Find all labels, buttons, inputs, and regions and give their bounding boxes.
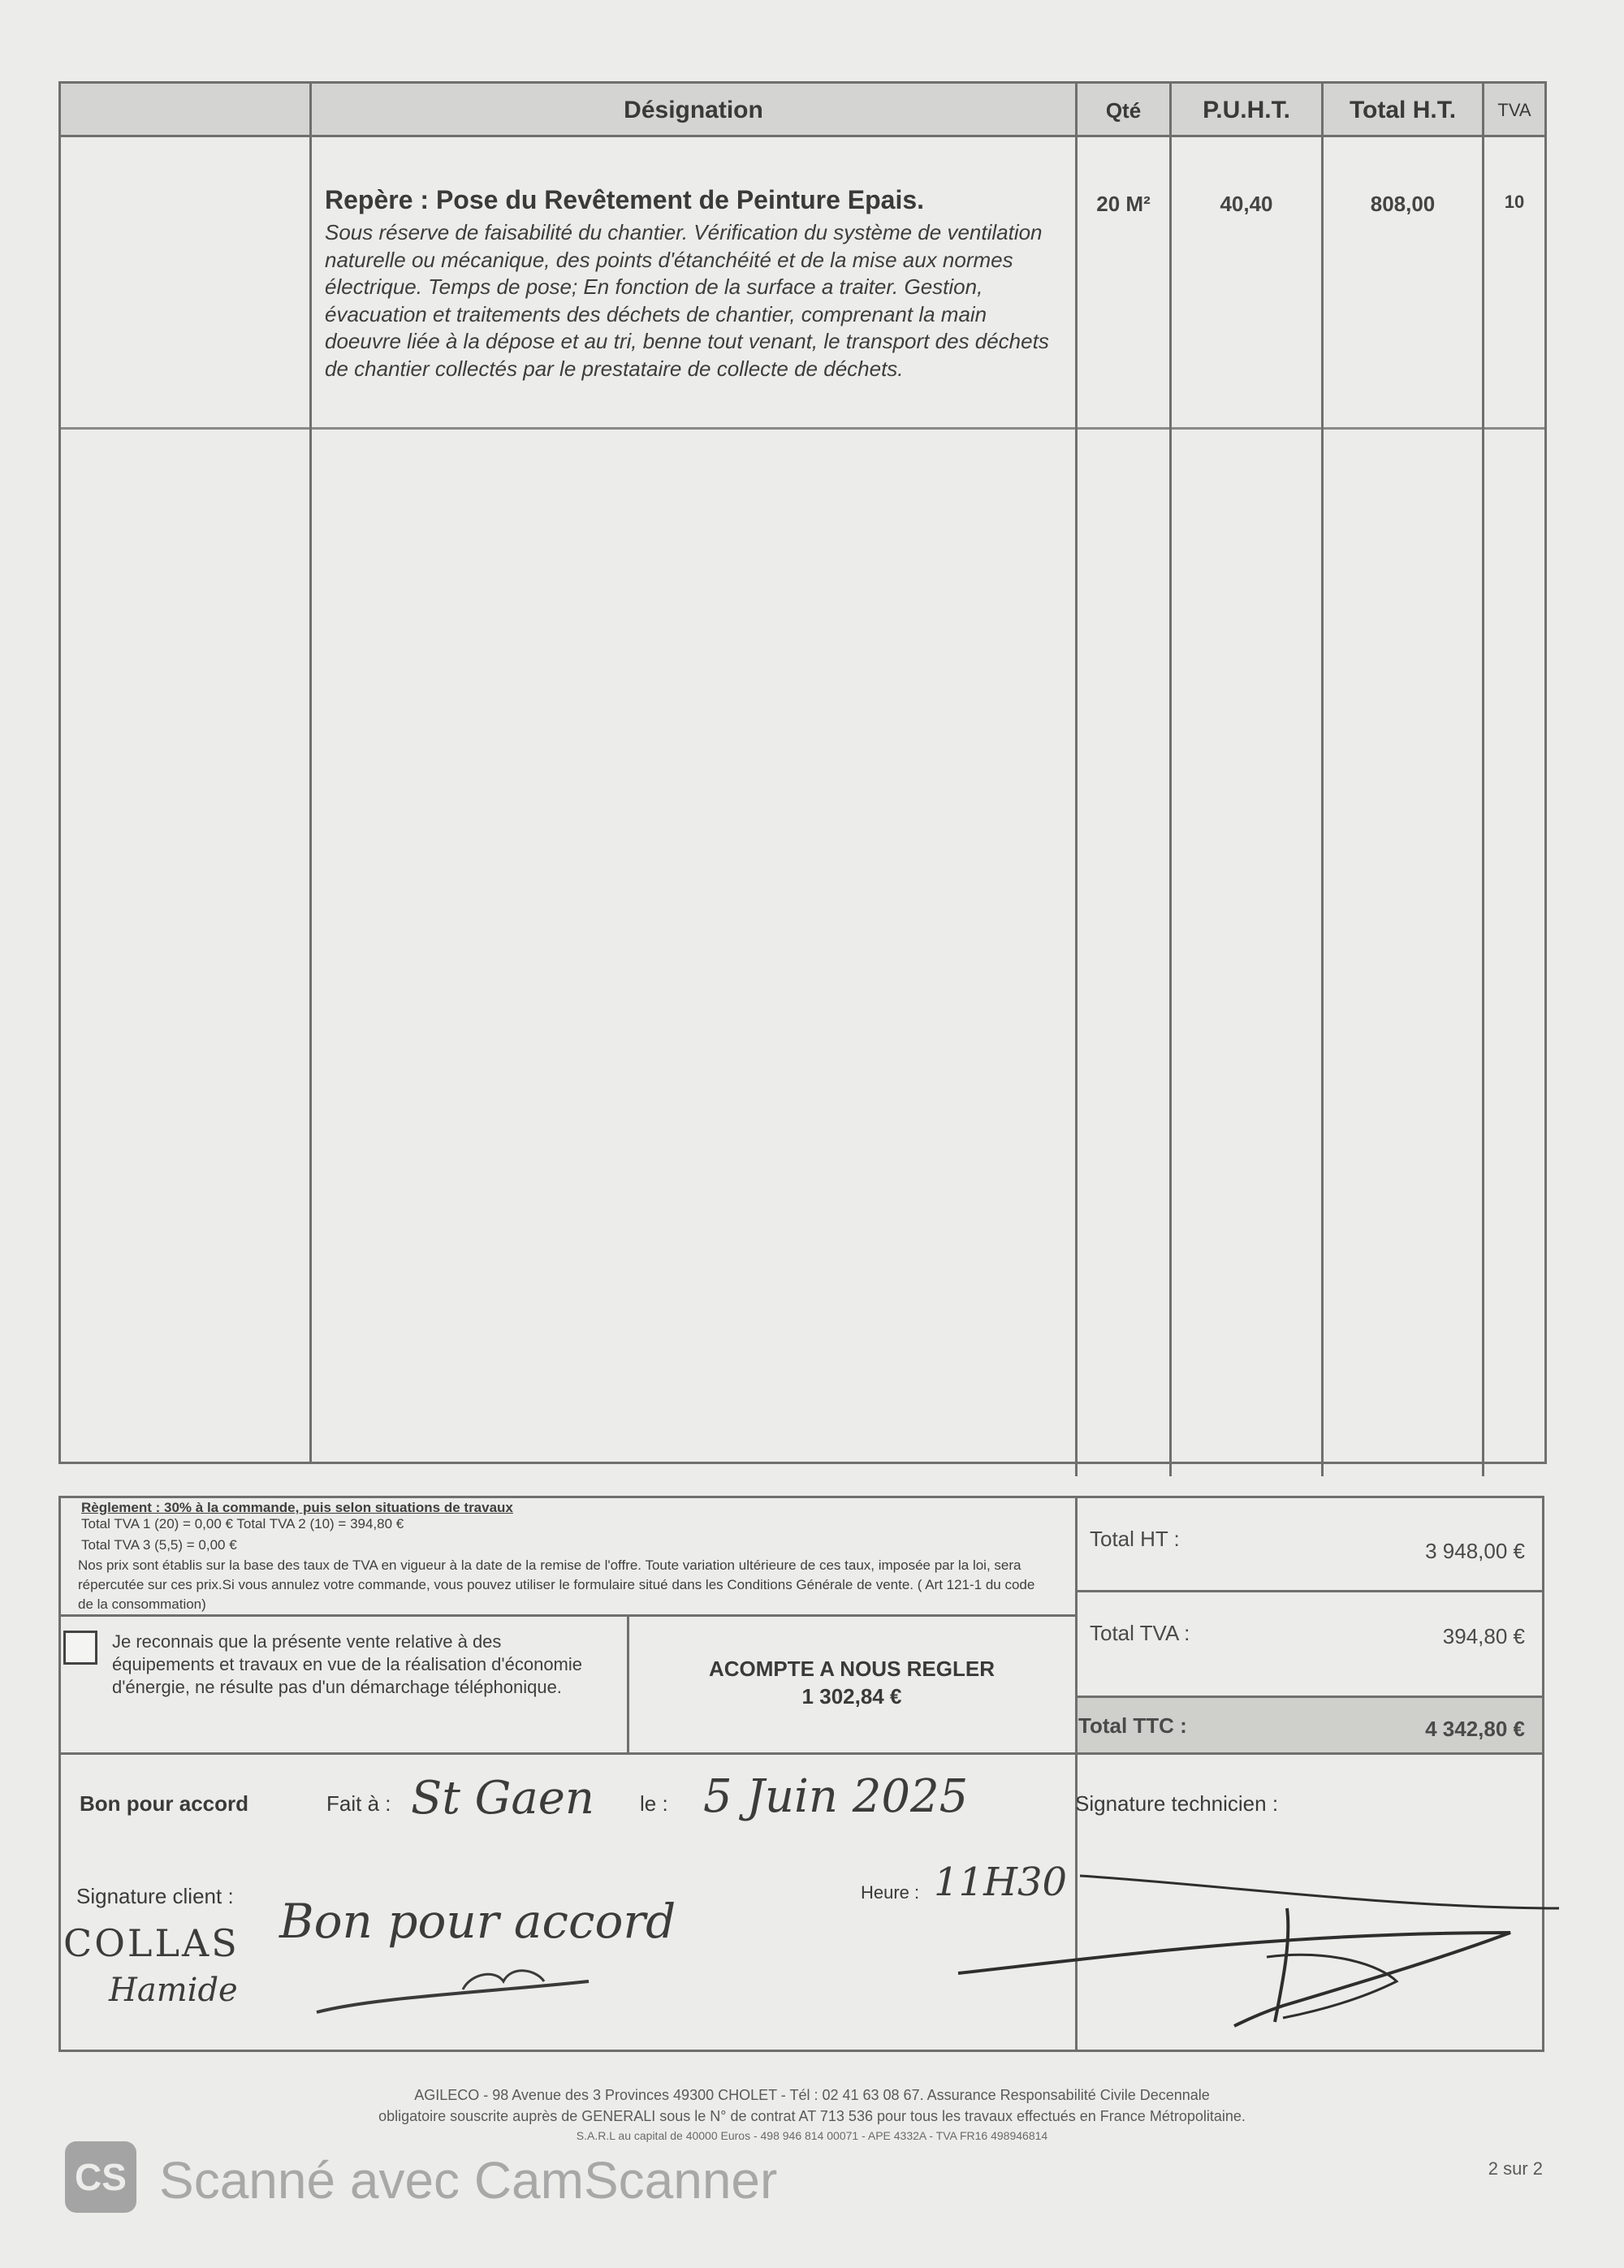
header-qty: Qté <box>1105 97 1142 123</box>
total-tva-label: Total TVA : <box>1090 1621 1190 1645</box>
client-signature-label: Signature client : <box>76 1884 234 1908</box>
date-value: 5 Juin 2025 <box>703 1770 969 1823</box>
item-total-ht: 808,00 <box>1370 192 1436 216</box>
client-name-line2: Hamide <box>109 1972 238 2009</box>
item-description: Sous réserve de faisabilité du chantier. Vérification du système de ventilation naturelle ou mécanique, des points d'étanchéité et de la mise aux normes électrique. Temps de pose; En fonction de la surface a traiter. Gestion, évacuation et traitements des déchets de chantier, comprenant la main doeuvre liée à la dépose et au tri, benne tout venant, le transport des déchets de chantier collectés par le prestataire de collecte de déchets. <box>325 220 1049 381</box>
item-puht: 40,40 <box>1220 192 1273 216</box>
item-tva: 10 <box>1504 192 1525 212</box>
client-name-line1: COLLAS <box>63 1921 240 1965</box>
header-tva: TVA <box>1497 100 1531 120</box>
heure-value: 11H30 <box>934 1860 1068 1905</box>
footer-line-1: AGILECO - 98 Avenue des 3 Provinces 49300 CHOLET - Tél : 02 41 63 08 67. Assurance Responsabilité Civile Decennale <box>414 2087 1210 2103</box>
technicien-label: Signature technicien : <box>1075 1791 1279 1816</box>
camscanner-text: Scanné avec CamScanner <box>159 2151 778 2210</box>
checkbox-text: Je reconnais que la présente vente relative à des équipements et travaux en vue de la réalisation d'économie d'énergie, ne résulte pas d'un démarchage téléphonique. <box>112 1631 583 1697</box>
tva-breakdown-1: Total TVA 1 (20) = 0,00 € Total TVA 2 (10) = 394,80 € <box>81 1516 404 1531</box>
bon-pour-accord-label: Bon pour accord <box>80 1791 249 1816</box>
heure-label: Heure : <box>861 1882 920 1903</box>
legal-text: Nos prix sont établis sur la base des taux de TVA en vigueur à la date de la remise de l'offre. Toute variation ultérieure de ces taux, imposée par la loi, sera répercutée sur ces prix.Si vous annulez votre commande, vous pouvez utiliser le formulaire situé dans les Conditions Générale de vente. ( Art 121-1 du code de la consommation) <box>78 1557 1035 1612</box>
camscanner-logo-text: CS <box>75 2156 127 2198</box>
page-number: 2 sur 2 <box>1488 2158 1543 2179</box>
footer-line-3: S.A.R.L au capital de 40000 Euros - 498 946 814 00071 - APE 4332A - TVA FR16 498946814 <box>576 2129 1048 2142</box>
acompte-label: ACOMPTE A NOUS REGLER <box>709 1657 995 1681</box>
fait-a-label: Fait à : <box>326 1791 391 1816</box>
header-designation: Désignation <box>624 97 763 123</box>
technician-signature <box>942 1860 1575 2038</box>
total-ht-label: Total HT : <box>1090 1527 1180 1551</box>
camscanner-logo <box>65 2141 136 2213</box>
header-puht: P.U.H.T. <box>1203 97 1290 123</box>
total-ttc-label: Total TTC : <box>1078 1713 1187 1738</box>
item-title: Repère : Pose du Revêtement de Peinture Epais. <box>325 185 925 214</box>
client-handwritten-mention: Bon pour accord <box>279 1894 676 1949</box>
acompte-amount: 1 302,84 € <box>801 1684 902 1709</box>
header-total-ht: Total H.T. <box>1349 97 1457 123</box>
footer-line-2: obligatoire souscrite auprès de GENERALI sous le N° de contrat AT 713 536 pour tous les travaux effectués en France Métropolitaine. <box>378 2108 1246 2124</box>
item-qty: 20 M² <box>1096 192 1151 216</box>
total-ttc-value: 4 342,80 € <box>1425 1717 1525 1741</box>
fait-a-value: St Gaen <box>411 1772 594 1825</box>
energy-checkbox[interactable] <box>63 1631 97 1665</box>
client-signature-scribble <box>309 1949 601 2030</box>
date-label: le : <box>640 1791 668 1816</box>
tva-breakdown-2: Total TVA 3 (5,5) = 0,00 € <box>81 1537 237 1553</box>
total-tva-value: 394,80 € <box>1442 1624 1525 1648</box>
reglement-text: Règlement : 30% à la commande, puis selon situations de travaux <box>81 1500 513 1515</box>
total-ht-value: 3 948,00 € <box>1425 1539 1525 1563</box>
